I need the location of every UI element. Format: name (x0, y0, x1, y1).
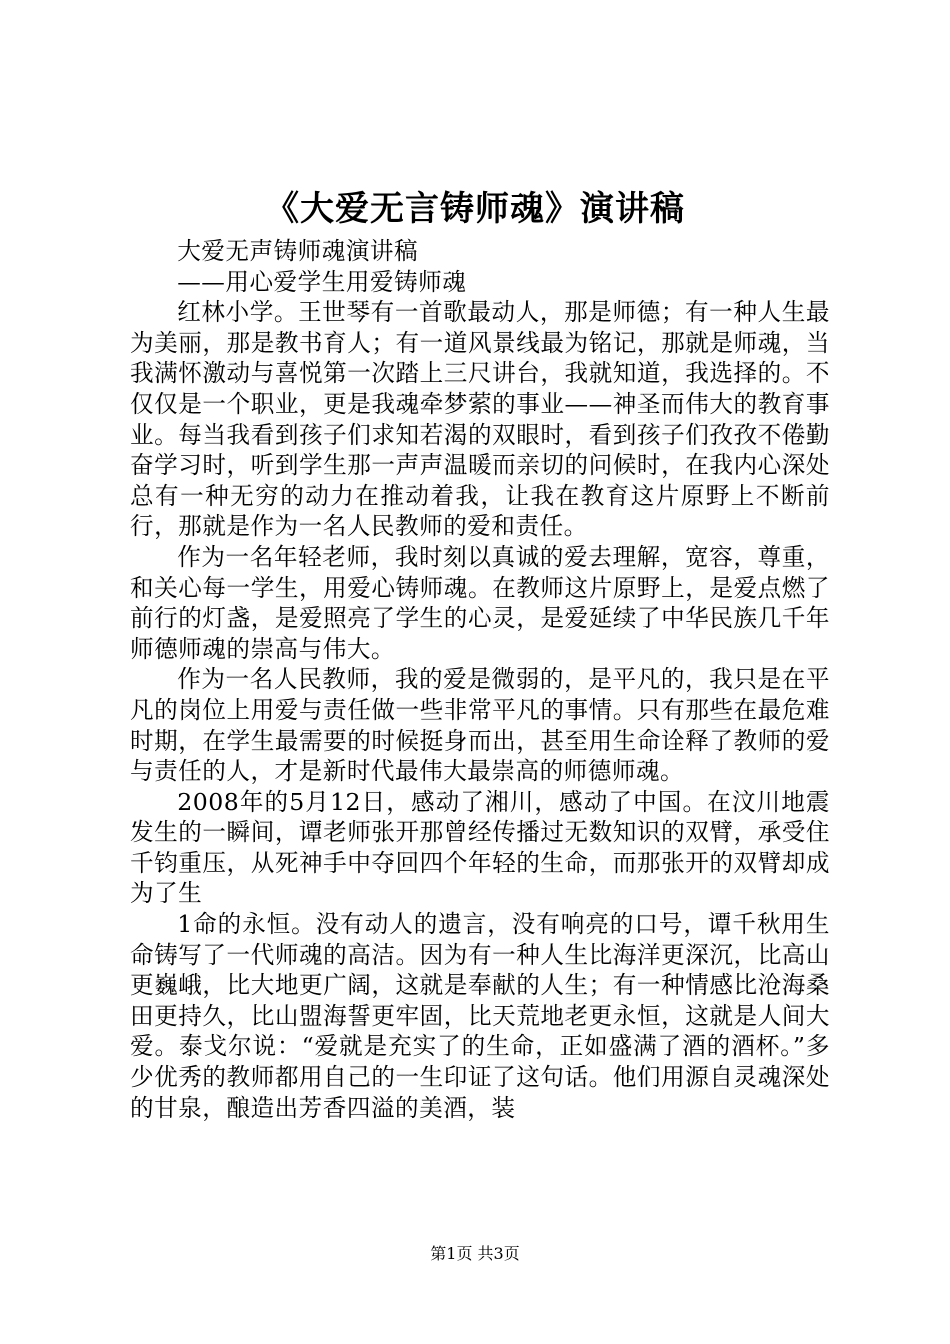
paragraph: 作为一名人民教师，我的爱是微弱的，是平凡的，我只是在平凡的岗位上用爱与责任做一些非常平凡的事情。只有那些在最危难时期，在学生最需要的时候挺身而出，甚至用生命诠释了教师的爱与责任的人，才是新时代最伟大最崇高的师德师魂。 (130, 665, 830, 786)
document-body (130, 236, 830, 1123)
document-title: 《大爱无言铸师魂》演讲稿 (265, 189, 685, 229)
paragraph: 红林小学。王世琴有一首歌最动人，那是师德；有一种人生最为美丽，那是教书育人；有一道风景线最为铭记，那就是师魂，当我满怀激动与喜悦第一次踏上三尺讲台，我就知道，我选择的。不仅仅是一个职业，更是我魂牵梦萦的事业——神圣而伟大的教育事业。每当我看到孩子们求知若渴的双眼时，看到孩子们孜孜不倦勤奋学习时，听到学生那一声声温暖而亲切的问候时，在我内心深处总有一种无穷的动力在推动着我，让我在教育这片原野上不断前行，那就是作为一名人民教师的爱和责任。 (130, 298, 830, 541)
paragraph: 2008年的5月12日，感动了湘川，感动了中国。在汶川地震发生的一瞬间，谭老师张开那曾经传播过无数知识的双臂，承受住千钧重压，从死神手中夺回四个年轻的生命，而那张开的双臂却成为了生 (130, 787, 830, 908)
paragraph: 作为一名年轻老师，我时刻以真诚的爱去理解，宽容，尊重，和关心每一学生，用爱心铸师魂。在教师这片原野上，是爱点燃了前行的灯盏，是爱照亮了学生的心灵，是爱延续了中华民族几千年师德师魂的崇高与伟大。 (130, 542, 830, 663)
paragraph-subtitle: 大爱无声铸师魂演讲稿 (177, 237, 419, 265)
paragraph: 1命的永恒。没有动人的遗言，没有响亮的口号，谭千秋用生命铸写了一代师魂的高洁。因为有一种人生比海洋更深沉，比高山更巍峨，比大地更广阔，这就是奉献的人生；有一种情感比沧海桑田更持久，比山盟海誓更牢固，比天荒地老更永恒，这就是人间大爱。泰戈尔说：“爱就是充实了的生命，正如盛满了酒的酒杯。”多少优秀的教师都用自己的一生印证了这句话。他们用源自灵魂深处的甘泉，酿造出芳香四溢的美酒，装 (130, 910, 830, 1122)
paragraph-tagline: ——用心爱学生用爱铸师魂 (177, 267, 467, 296)
page-number-footer: 第1页 共3页 (430, 1244, 520, 1263)
